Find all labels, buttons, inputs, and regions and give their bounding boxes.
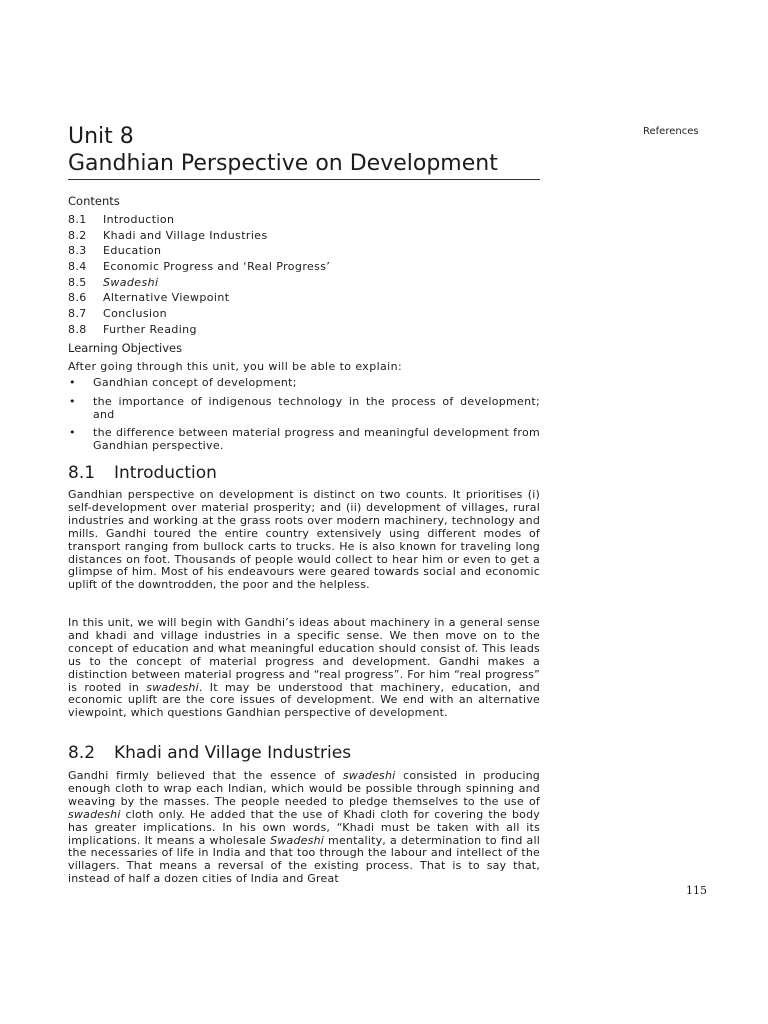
intro-paragraph-2 bbox=[68, 617, 540, 720]
paragraph-text: . It may be understood that machinery, education, and economic uplift are the core issues of development. We end with an alternative viewpoint, which questions Gandhian perspective of development. bbox=[68, 680, 540, 720]
paragraph-emphasis: swadeshi bbox=[146, 680, 199, 694]
contents-item-label: Khadi and Village Industries bbox=[103, 228, 268, 242]
bullet-icon: • bbox=[69, 394, 76, 408]
contents-item-label: Education bbox=[103, 244, 162, 258]
unit-number: Unit 8 bbox=[68, 124, 134, 149]
section-heading-introduction bbox=[68, 463, 217, 483]
paragraph-text: cloth only. He added that the use of Khadi cloth for covering the body has greater implications. In his own words, “Khadi must be taken with all its implications. It means a wholesale bbox=[68, 807, 540, 847]
contents-heading: Contents bbox=[68, 194, 120, 208]
list-item bbox=[68, 396, 540, 422]
contents-item-label: Economic Progress and ‘Real Progress’ bbox=[103, 260, 331, 274]
contents-item-label: Swadeshi bbox=[103, 275, 159, 289]
section-number: 8.2 bbox=[68, 743, 96, 763]
contents-item bbox=[68, 322, 330, 338]
contents-item bbox=[68, 290, 330, 306]
contents-item bbox=[68, 212, 330, 228]
contents-item-label: Alternative Viewpoint bbox=[103, 291, 230, 305]
section-heading-khadi bbox=[68, 743, 351, 763]
section-number: 8.1 bbox=[68, 463, 96, 483]
contents-item bbox=[68, 228, 330, 244]
learning-objectives-list bbox=[68, 377, 540, 453]
contents-item bbox=[68, 275, 330, 291]
bullet-text: the difference between material progress and meaningful development from Gandhian perspective. bbox=[93, 426, 540, 453]
bullet-text: the importance of indigenous technology in the process of development; and bbox=[93, 394, 540, 421]
paragraph-emphasis: Swadeshi bbox=[270, 833, 325, 847]
paragraph-emphasis: swadeshi bbox=[68, 807, 121, 821]
side-label-references: References bbox=[643, 126, 699, 137]
contents-item-number: 8.4 bbox=[68, 260, 87, 274]
contents-item bbox=[68, 306, 330, 322]
contents-item-label: Further Reading bbox=[103, 322, 197, 336]
list-item bbox=[68, 377, 540, 390]
paragraph-text: consisted in producing enough cloth to wrap each Indian, which would be possible through spinning and weaving by the masses. The people needed to pledge themselves to the use of bbox=[68, 769, 540, 808]
paragraph-emphasis: swadeshi bbox=[342, 769, 396, 782]
khadi-paragraph bbox=[68, 770, 540, 886]
contents-item-number: 8.1 bbox=[68, 213, 87, 226]
learning-objectives-intro: After going through this unit, you will be able to explain: bbox=[68, 360, 403, 373]
unit-title: Gandhian Perspective on Development bbox=[68, 151, 498, 176]
section-title: Introduction bbox=[114, 463, 217, 483]
bullet-icon: • bbox=[69, 426, 76, 440]
list-item bbox=[68, 427, 540, 453]
contents-item-label: Conclusion bbox=[103, 307, 167, 321]
paragraph-text: In this unit, we will begin with Gandhi’s ideas about machinery in a general sense and khadi and village industries in a specific sense. We then move on to the concept of education and what meaningful education should consist of. This leads us to the concept of material progress and development. Gandhi makes a distinction between material progress and “real progress”. For him “real progress” is rooted in bbox=[68, 616, 540, 694]
contents-item-number: 8.8 bbox=[68, 322, 87, 336]
contents-item-number: 8.7 bbox=[68, 307, 87, 321]
contents-item-number: 8.6 bbox=[68, 291, 87, 305]
paragraph-text: Gandhi firmly believed that the essence of bbox=[68, 769, 343, 782]
section-title: Khadi and Village Industries bbox=[114, 743, 352, 763]
contents-item-number: 8.2 bbox=[68, 228, 87, 242]
title-divider bbox=[68, 179, 540, 180]
contents-item bbox=[68, 259, 330, 275]
contents-item bbox=[68, 243, 330, 259]
learning-objectives-heading: Learning Objectives bbox=[68, 341, 183, 355]
contents-item-label: Introduction bbox=[103, 213, 175, 226]
intro-paragraph-1: Gandhian perspective on development is distinct on two counts. It prioritises (i) self-development over material prosperity; and (ii) development of villages, rural industries and working at the grass roots over modern machinery, technology and mills. Gandhi toured the entire country extensively using different modes of transport ranging from bullock carts to trucks. He is also known for traveling long distances on foot. Thousands of people would collect to hear him or even to get a glimpse of him. Most of his endeavours were geared towards social and economic uplift of the downtrodden, the poor and the helpless. bbox=[68, 488, 540, 592]
contents-item-number: 8.3 bbox=[68, 244, 87, 258]
contents-item-number: 8.5 bbox=[68, 275, 87, 289]
paragraph-text: mentality, a determination to find all the necessaries of life in India and that too through the labour and intellect of the villagers. That means a reversal of the existing process. That is to say that, instead of half a dozen cities of India and Great bbox=[68, 833, 540, 886]
bullet-text: Gandhian concept of development; bbox=[93, 376, 297, 389]
bullet-icon: • bbox=[69, 376, 76, 389]
page-number: 115 bbox=[686, 884, 707, 897]
contents-list bbox=[68, 212, 330, 338]
